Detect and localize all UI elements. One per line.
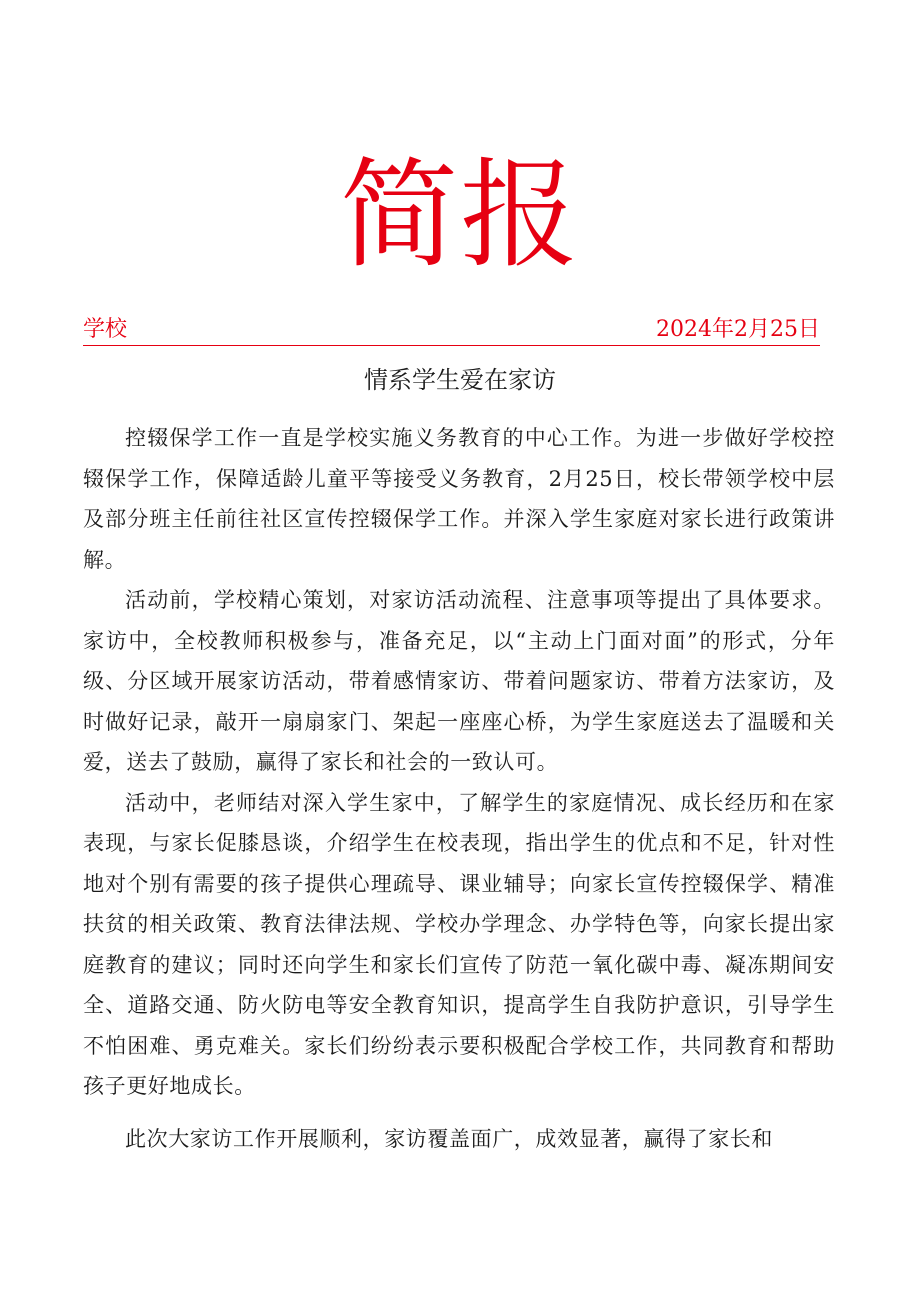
paragraph: 控辍保学工作一直是学校实施义务教育的中心工作。为进一步做好学校控辍保学工作，保障适龄儿童平等接受义务教育，2月25日，校长带领学校中层及部分班主任前往社区宣传控辍保学工作。并深入学生家庭对家长进行政策讲解。 [83,426,835,572]
issue-date: 2024年2月25日 [656,317,820,342]
info-bar [83,315,820,346]
paragraph: 活动中，老师结对深入学生家中，了解学生的家庭情况、成长经历和在家表现，与家长促膝恳谈，介绍学生在校表现，指出学生的优点和不足，针对性地对个别有需要的孩子提供心理疏导、课业辅导；向家长宣传控辍保学、精准扶贫的相关政策、教育法律法规、学校办学理念、办学特色等，向家长提出家庭教育的建议；同时还向学生和家长们宣传了防范一氧化碳中毒、凝冻期间安全、道路交通、防火防电等安全教育知识，提高学生自我防护意识，引导学生不怕困难、勇克难关。家长们纷纷表示要积极配合学校工作，共同教育和帮助孩子更好地成长。 [83,790,835,1098]
paragraph: 活动前，学校精心策划，对家访活动流程、注意事项等提出了具体要求。家访中，全校教师积极参与，准备充足，以“主动上门面对面”的形式，分年级、分区域开展家访活动，带着感情家访、带着问题家访、带着方法家访，及时做好记录，敲开一扇扇家门、架起一座座心桥，为学生家庭送去了温暖和关爱，送去了鼓励，赢得了家长和社会的一致认可。 [83,588,835,774]
article-title: 情系学生爱在家访 [364,366,556,394]
article-body [83,418,835,1159]
masthead-title: 简报 [339,146,580,284]
school-name: 学校 [83,317,128,342]
paragraph: 此次大家访工作开展顺利，家访覆盖面广，成效显著，赢得了家长和 [125,1126,773,1151]
